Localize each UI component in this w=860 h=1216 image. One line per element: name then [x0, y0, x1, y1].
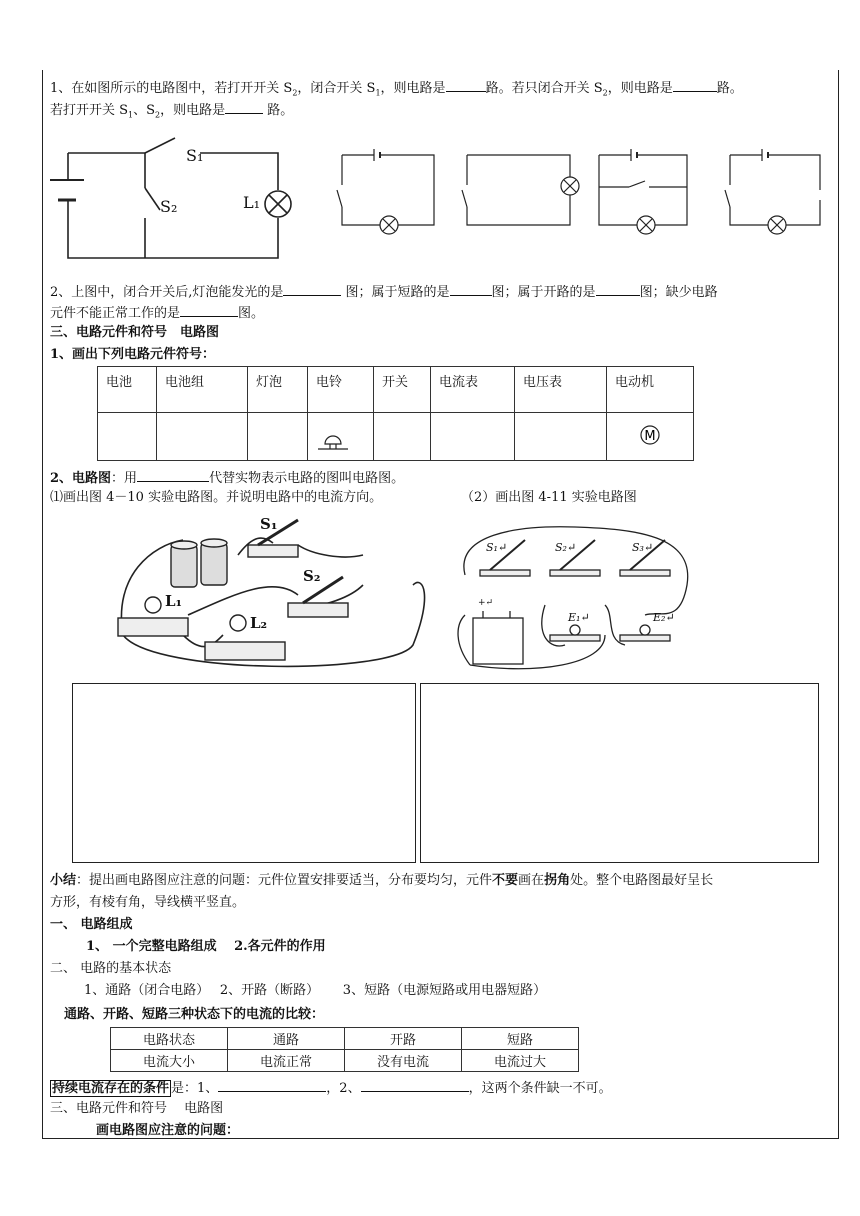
- blank-field[interactable]: [225, 99, 263, 114]
- blank-field[interactable]: [137, 467, 209, 482]
- comparison-table: [110, 1027, 579, 1072]
- condition-label: 持续电流存在的条件: [52, 1081, 170, 1096]
- outline-heading-2: 二、 电路的基本状态: [50, 961, 172, 976]
- condition-text: ，这两个条件缺一不可。: [468, 1081, 612, 1096]
- photo-label-l1: L₁: [165, 592, 183, 610]
- table-cell: 没有电流: [345, 1050, 462, 1072]
- answer-cell: [308, 413, 374, 461]
- task-right-label: （2）画出图 4-11 实验电路图: [461, 490, 637, 505]
- figure-4-11-illustration: [455, 515, 695, 675]
- photo-label-s2: S₂: [303, 567, 321, 585]
- answer-cell[interactable]: [431, 413, 515, 461]
- q1-text: ，闭合开关 S: [297, 81, 376, 96]
- circuit-a: [340, 145, 440, 235]
- table-header-cell: 电动机: [607, 367, 694, 413]
- blank-field[interactable]: [450, 281, 492, 296]
- definition-text: 代替实物表示电路的图叫电路图。: [209, 471, 405, 486]
- subscript: 1: [128, 110, 134, 120]
- subscript: 2: [602, 88, 608, 98]
- q1-text: 路。: [263, 103, 294, 118]
- q2-line2: [50, 302, 264, 323]
- comparison-title: 通路、开路、短路三种状态下的电流的比较：: [64, 1007, 325, 1022]
- table-cell: 电路状态: [111, 1028, 228, 1050]
- q1-line2: [50, 99, 293, 125]
- q2-line1: [50, 281, 718, 302]
- blank-field[interactable]: [446, 77, 486, 92]
- q1-text: 路。若只闭合开关 S: [485, 81, 603, 96]
- condition-text: ，2、: [326, 1081, 361, 1096]
- task-left-label: ⑴画出图 4－10 实验电路图。并说明电路中的电流方向。: [50, 490, 383, 505]
- symbols-header-row: [98, 367, 694, 413]
- bell-symbol-icon: [316, 430, 350, 452]
- outline-heading-1: 一、 电路组成: [50, 917, 133, 932]
- q1-text: ，则电路是: [607, 81, 673, 96]
- blank-field[interactable]: [673, 77, 717, 92]
- subscript: 2: [292, 88, 298, 98]
- motor-symbol-icon: [639, 424, 661, 446]
- table-header-cell: 电压表: [515, 367, 607, 413]
- q2-text: 图；属于短路的是: [341, 285, 450, 300]
- table-cell: 通路: [228, 1028, 345, 1050]
- table-cell: 电流大小: [111, 1050, 228, 1072]
- table-cell: 开路: [345, 1028, 462, 1050]
- switch-s1-label: S₁: [186, 146, 204, 165]
- table-row: [111, 1028, 579, 1050]
- blank-field[interactable]: [283, 281, 341, 296]
- outline-items-2: 1、通路（闭合电路） 2、开路（断路） 3、短路（电源短路或用电器短路）: [84, 983, 547, 998]
- blank-field[interactable]: [218, 1077, 326, 1092]
- battery-plus-label: +↵: [478, 598, 494, 608]
- outline-item-3: 画电路图应注意的问题：: [96, 1123, 240, 1138]
- summary-emphasis: 不要: [492, 873, 519, 888]
- summary-label: 小结: [50, 873, 77, 888]
- summary-text: 处。整个电路图最好呈长: [570, 873, 714, 888]
- answer-cell[interactable]: [374, 413, 431, 461]
- answer-cell[interactable]: [157, 413, 248, 461]
- circuit-diagram-definition: [50, 467, 404, 488]
- subscript: 2: [155, 110, 161, 120]
- condition-line: [50, 1077, 612, 1098]
- blank-field[interactable]: [180, 302, 238, 317]
- photo-label-s1: S₁: [260, 515, 278, 533]
- symbols-prompt: 1、画出下列电路元件符号：: [50, 347, 216, 362]
- q2-text: 2、上图中，闭合开关后,灯泡能发光的是: [50, 285, 284, 300]
- q2-text: 图。: [238, 306, 265, 321]
- subscript: 1: [375, 88, 381, 98]
- circuit-d: [728, 145, 828, 235]
- photo-label-right-s3: S₃↵: [632, 541, 654, 554]
- table-header-cell: 开关: [374, 367, 431, 413]
- symbols-answer-row: [98, 413, 694, 461]
- photo-label-right-s1: S₁↵: [486, 541, 508, 554]
- q1-text: ，则电路是: [380, 81, 446, 96]
- summary-text: 画在: [518, 873, 545, 888]
- outline-items-1: 1、 一个完整电路组成 2.各元件的作用: [86, 939, 326, 954]
- lamp-l1-label: L₁: [243, 193, 261, 212]
- table-header-cell: 电池组: [157, 367, 248, 413]
- table-cell: 电流正常: [228, 1050, 345, 1072]
- answer-cell[interactable]: [98, 413, 157, 461]
- svg-text:M: M: [644, 428, 656, 444]
- summary-line2: 方形，有棱有角，导线横平竖直。: [50, 895, 246, 910]
- table-row: [111, 1050, 579, 1072]
- outline-heading-3: 三、电路元件和符号 电路图: [50, 1101, 224, 1116]
- photo-label-right-e1: E₁↵: [568, 611, 590, 624]
- circuit-c: [597, 145, 697, 235]
- condition-text: 是：1、: [171, 1081, 219, 1096]
- blank-field[interactable]: [596, 281, 640, 296]
- symbols-table: [97, 366, 694, 461]
- q1-text: 1、在如图所示的电路图中，若打开开关 S: [50, 81, 293, 96]
- circuit-b: [465, 150, 575, 240]
- photo-label-l2: L₂: [250, 614, 268, 632]
- table-header-cell: 电流表: [431, 367, 515, 413]
- drawing-area-right[interactable]: [420, 683, 819, 863]
- answer-cell[interactable]: [515, 413, 607, 461]
- drawing-area-left[interactable]: [72, 683, 416, 863]
- summary-line1: [50, 872, 713, 890]
- figure-4-10-illustration: [113, 515, 443, 675]
- q1-text: 若打开开关 S: [50, 103, 129, 118]
- q1-text: 路。: [716, 81, 743, 96]
- answer-cell: [607, 413, 694, 461]
- table-cell: 短路: [462, 1028, 579, 1050]
- q1-text: ，则电路是: [160, 103, 226, 118]
- q2-text: 元件不能正常工作的是: [50, 306, 181, 321]
- summary-text: ：提出画电路图应注意的问题：元件位置安排要适当，分布要均匀，元件: [76, 873, 493, 888]
- photo-label-right-e2: E₂↵: [653, 611, 675, 624]
- section-heading: 三、电路元件和符号 电路图: [50, 325, 220, 340]
- q1-text: 、S: [133, 103, 156, 118]
- definition-term: 2、电路图: [50, 471, 112, 486]
- table-header-cell: 灯泡: [248, 367, 308, 413]
- photo-label-right-s2: S₂↵: [555, 541, 577, 554]
- table-cell: 电流过大: [462, 1050, 579, 1072]
- answer-cell[interactable]: [248, 413, 308, 461]
- q2-text: 图；缺少电路: [639, 285, 718, 300]
- definition-text: ：用: [111, 471, 138, 486]
- q2-text: 图；属于开路的是: [491, 285, 596, 300]
- table-header-cell: 电池: [98, 367, 157, 413]
- table-header-cell: 电铃: [308, 367, 374, 413]
- blank-field[interactable]: [361, 1077, 469, 1092]
- summary-emphasis: 拐角: [544, 873, 571, 888]
- switch-s2-label: S₂: [160, 197, 178, 216]
